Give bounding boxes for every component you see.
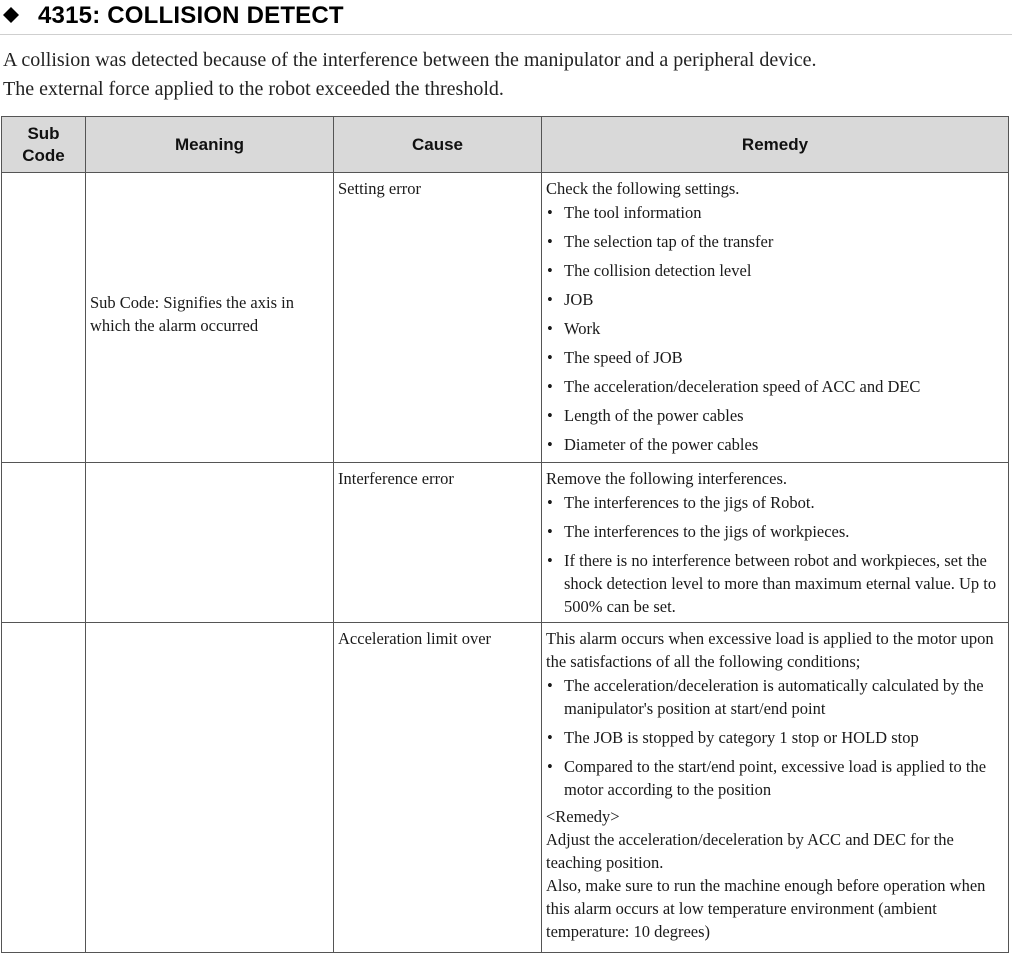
intro-text bbox=[3, 46, 817, 104]
remedy-list bbox=[546, 201, 1004, 456]
remedy-tag: <Remedy> bbox=[546, 807, 620, 826]
intro-line: A collision was detected because of the interference between the manipulator and a peripheral device. bbox=[3, 49, 817, 71]
diamond-icon bbox=[3, 7, 19, 23]
remedy-lead: This alarm occurs when excessive load is applied to the motor upon the satisfactions of all the following conditions; bbox=[546, 629, 994, 671]
list-item: • The collision detection level bbox=[547, 261, 752, 280]
meaning-cell bbox=[86, 623, 334, 953]
list-item: • The acceleration/deceleration is automatically calculated by the manipulator's position at start/end point bbox=[547, 676, 984, 718]
list-item: • The JOB is stopped by category 1 stop or HOLD stop bbox=[547, 728, 919, 747]
remedy-cell bbox=[542, 173, 1009, 463]
bullet-icon: • bbox=[547, 757, 553, 776]
meaning-cell bbox=[86, 173, 334, 463]
remedy-lead: Check the following settings. bbox=[546, 179, 740, 198]
table-row bbox=[2, 173, 1009, 463]
bullet-icon: • bbox=[547, 728, 553, 747]
list-item: • JOB bbox=[547, 290, 594, 309]
bullet-icon: • bbox=[547, 232, 553, 251]
header-sub-code: Sub Code bbox=[2, 117, 86, 173]
cause-cell bbox=[334, 623, 542, 953]
list-item: • The speed of JOB bbox=[547, 348, 683, 367]
header-meaning: Meaning bbox=[86, 117, 334, 173]
list-item: • The interferences to the jigs of Robot. bbox=[547, 493, 815, 512]
section-heading bbox=[0, 0, 1012, 35]
bullet-icon: • bbox=[547, 290, 553, 309]
header-cause: Cause bbox=[334, 117, 542, 173]
cause-cell bbox=[334, 173, 542, 463]
remedy-list bbox=[546, 491, 1004, 618]
remedy-paragraph: Also, make sure to run the machine enough before operation when this alarm occurs at low temperature environment (ambient temperature: 10 degrees) bbox=[546, 876, 986, 941]
page-title: 4315: COLLISION DETECT bbox=[38, 2, 344, 29]
alarm-table bbox=[1, 116, 1009, 953]
bullet-icon: • bbox=[547, 551, 553, 570]
cause-cell bbox=[334, 463, 542, 623]
meaning-text: Sub Code: Signifies the axis in which the alarm occurred bbox=[90, 293, 294, 335]
list-item: • The tool information bbox=[547, 203, 702, 222]
remedy-paragraph: Adjust the acceleration/deceleration by ACC and DEC for the teaching position. bbox=[546, 830, 954, 872]
list-item: • The acceleration/deceleration speed of ACC and DEC bbox=[547, 377, 921, 396]
list-item: • Length of the power cables bbox=[547, 406, 744, 425]
sub-code-cell bbox=[2, 173, 86, 463]
cause-text: Interference error bbox=[338, 469, 454, 488]
bullet-icon: • bbox=[547, 319, 553, 338]
bullet-icon: • bbox=[547, 676, 553, 695]
list-item: • Work bbox=[547, 319, 601, 338]
meaning-cell bbox=[86, 463, 334, 623]
list-item: • Compared to the start/end point, excessive load is applied to the motor according to the position bbox=[547, 757, 987, 799]
table-header-row bbox=[2, 117, 1009, 173]
bullet-icon: • bbox=[547, 522, 553, 541]
bullet-icon: • bbox=[547, 406, 553, 425]
bullet-icon: • bbox=[547, 348, 553, 367]
sub-code-cell bbox=[2, 463, 86, 623]
sub-code-cell bbox=[2, 623, 86, 953]
cause-text: Setting error bbox=[338, 179, 421, 198]
bullet-icon: • bbox=[547, 261, 553, 280]
remedy-lead: Remove the following interferences. bbox=[546, 469, 787, 488]
list-item: • The selection tap of the transfer bbox=[547, 232, 774, 251]
intro-line: The external force applied to the robot exceeded the threshold. bbox=[3, 78, 504, 100]
bullet-icon: • bbox=[547, 377, 553, 396]
list-item: • The interferences to the jigs of workpieces. bbox=[547, 522, 850, 541]
table-row bbox=[2, 463, 1009, 623]
bullet-icon: • bbox=[547, 435, 553, 454]
list-item: • If there is no interference between robot and workpieces, set the shock detection level to more than maximum eternal value. Up to 500% can be set. bbox=[547, 551, 997, 616]
cause-text: Acceleration limit over bbox=[338, 629, 492, 648]
table-row bbox=[2, 623, 1009, 953]
bullet-icon: • bbox=[547, 493, 553, 512]
list-item: • Diameter of the power cables bbox=[547, 435, 759, 454]
header-remedy: Remedy bbox=[542, 117, 1009, 173]
remedy-cell bbox=[542, 463, 1009, 623]
remedy-cell bbox=[542, 623, 1009, 953]
bullet-icon: • bbox=[547, 203, 553, 222]
remedy-list bbox=[546, 674, 1004, 801]
